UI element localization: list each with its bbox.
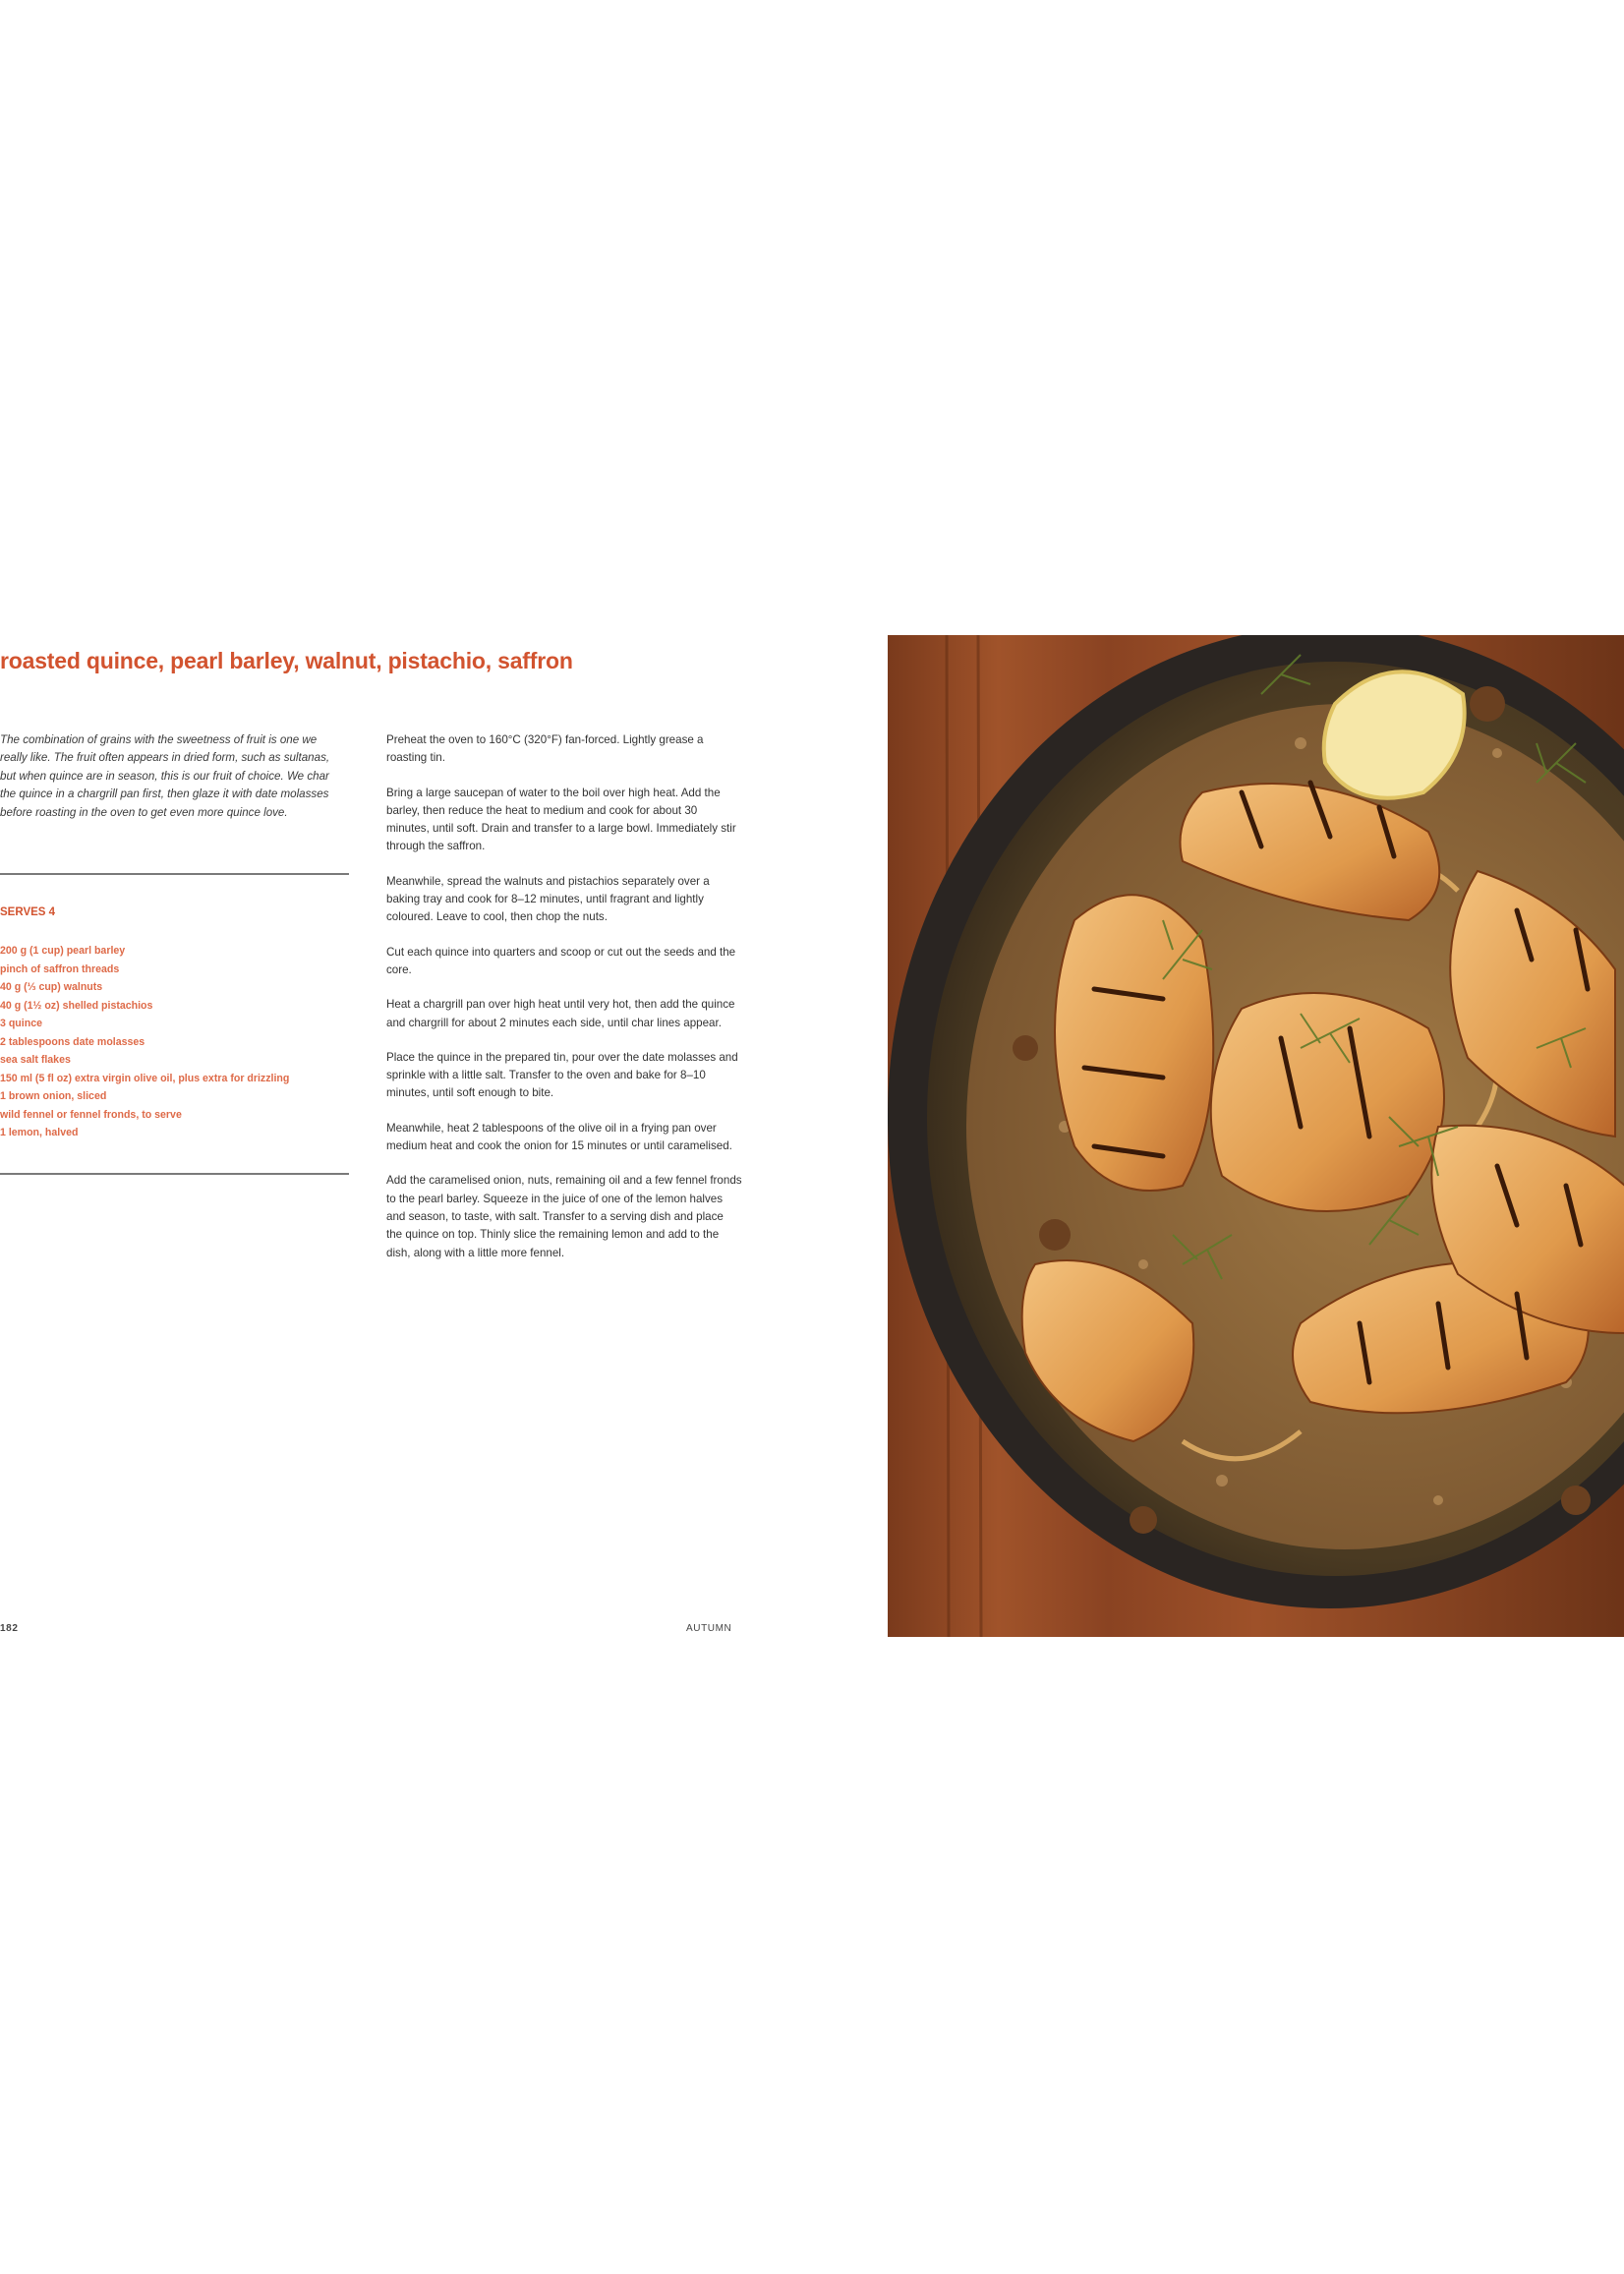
recipe-title: roasted quince, pearl barley, walnut, pistachio, saffron <box>0 648 573 674</box>
method-step: Bring a large saucepan of water to the boil over high heat. Add the barley, then reduce the heat to medium and cook for about 30 minutes, until soft. Drain and transfer to a large bowl. Immediately stir through the saffron. <box>386 786 736 853</box>
ingredient-item: 150 ml (5 fl oz) extra virgin olive oil, plus extra for drizzling <box>0 1072 290 1084</box>
serves-label: SERVES 4 <box>0 906 56 918</box>
ingredient-list <box>0 942 354 1142</box>
divider-top <box>0 873 349 875</box>
ingredient-item: sea salt flakes <box>0 1054 71 1066</box>
ingredient-item: 3 quince <box>0 1018 42 1029</box>
ingredient-item: 1 brown onion, sliced <box>0 1090 107 1102</box>
divider-bottom <box>0 1173 349 1175</box>
ingredient-item: 40 g (⅓ cup) walnuts <box>0 981 103 993</box>
ingredient-item: pinch of saffron threads <box>0 962 120 975</box>
method-step: Add the caramelised onion, nuts, remaining oil and a few fennel fronds to the pearl barley. Squeeze in the juice of one of the lemon halves and season, to taste, with salt. Transfer to a serving dish and place the quince on top. Thinly slice the remaining lemon and add to the dish, along with a little more fennel. <box>386 1174 742 1259</box>
method-step: Preheat the oven to 160°C (320°F) fan-forced. Lightly grease a roasting tin. <box>386 733 704 765</box>
ingredient-item: 200 g (1 cup) pearl barley <box>0 945 126 957</box>
method-steps <box>386 731 742 1279</box>
dish-photo <box>888 635 1624 1637</box>
ingredient-item: 2 tablespoons date molasses <box>0 1035 145 1048</box>
recipe-intro: The combination of grains with the sweetness of fruit is one we really like. The fruit often appears in dried form, such as sultanas, but when quince are in season, this is our fruit of choice. We char the quince in a chargrill pan first, then glaze it with date molasses before roasting in the oven to get even more quince love. <box>0 733 330 819</box>
page-number: 182 <box>0 1623 19 1634</box>
method-step: Cut each quince into quarters and scoop or cut out the seeds and the core. <box>386 945 736 976</box>
ingredient-item: wild fennel or fennel fronds, to serve <box>0 1108 182 1121</box>
method-step: Meanwhile, heat 2 tablespoons of the olive oil in a frying pan over medium heat and cook the onion for 15 minutes or until caramelised. <box>386 1121 732 1153</box>
ingredient-item: 40 g (1½ oz) shelled pistachios <box>0 999 153 1012</box>
method-step: Meanwhile, spread the walnuts and pistachios separately over a baking tray and cook for 8–12 minutes, until fragrant and lightly coloured. Leave to cool, then chop the nuts. <box>386 874 710 924</box>
ingredient-item: 1 lemon, halved <box>0 1127 79 1138</box>
section-name: AUTUMN <box>686 1623 732 1634</box>
method-step: Heat a chargrill pan over high heat until very hot, then add the quince and chargrill for about 2 minutes each side, until char lines appear. <box>386 998 735 1029</box>
method-step: Place the quince in the prepared tin, pour over the date molasses and sprinkle with a little salt. Transfer to the oven and bake for 8–10 minutes, until soft enough to bite. <box>386 1050 738 1100</box>
